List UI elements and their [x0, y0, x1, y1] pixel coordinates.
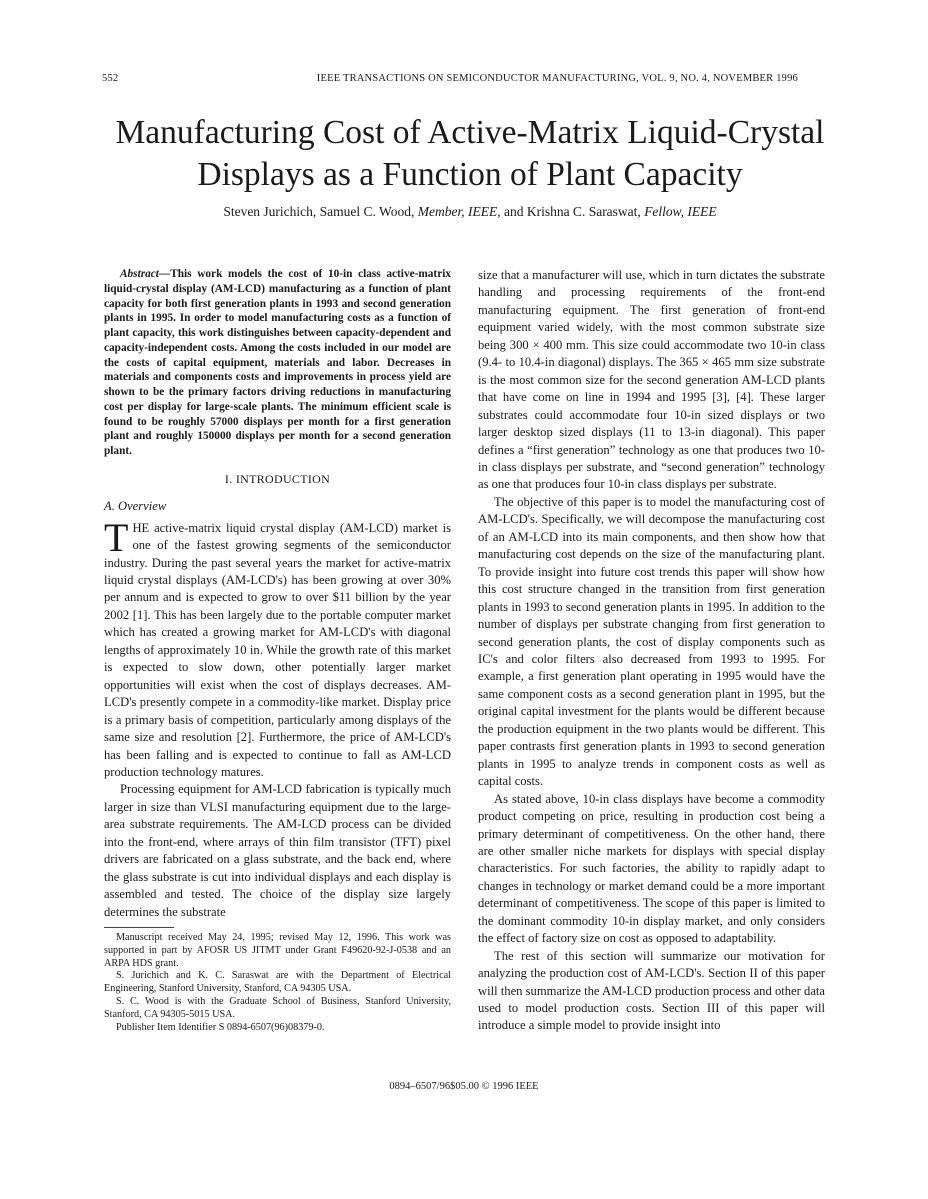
footnote-publisher-id: Publisher Item Identifier S 0894-6507(96)08379-0.: [116, 1021, 325, 1033]
section-heading: I. INTRODUCTION: [224, 471, 331, 486]
author-names-2: and Krishna C. Saraswat,: [503, 204, 641, 219]
author-role-2: Fellow, IEEE: [644, 204, 717, 219]
paper-title: Manufacturing Cost of Active-Matrix Liquid-Crystal Displays as a Function of Plant Capacity: [115, 114, 825, 193]
abstract-text: This work models the cost of 10-in class active-matrix liquid-crystal display (AM-LCD) manufacturing as a function of plant capacity for both first generation plants in 1993 and second generation plants in 1995. In order to model manufacturing costs as a function of plant capacity, this work distinguishes between capacity-dependent and capacity-independent costs. Among the costs included in our model are the costs of capital equipment, materials and labor. Decreases in materials and components costs and improvements in process yield are shown to be the primary factors driving reductions in manufacturing cost per display for large-scale plants. The minimum efficient scale is found to be roughly 57000 displays per month for a first generation plant and roughly 150000 displays per month for a second generation plant.: [104, 268, 451, 457]
intro-paragraph-2-continued: size that a manufacturer will use, which in turn dictates the substrate handling and processing requirements of the front-end manufacturing equipment. The first generation of front-end equipment varied widely, with the most common substrate size being 300 × 400 mm. This size could accommodate two 10-in class (9.4- to 10.4-in diagonal) displays. The 365 × 465 mm size substrate is the most common size for the second generation AM-LCD plants that have come on line in 1994 and 1995 [3], [4]. These larger substrates could accommodate four 10-in sized displays or two larger desktop sized displays (11 to 13-in diagonal). This paper defines a “first generation” technology as one that produces two 10-in class displays per substrate, and “second generation” technology as one that produces four 10-in class displays per substrate.: [478, 268, 825, 492]
author-role-1: Member, IEEE,: [417, 204, 501, 219]
intro-paragraph-3: The objective of this paper is to model the manufacturing cost of AM-LCD's. Specifically, we will decompose the manufacturing cost of an AM-LCD into its main components, and then show how that manufacturing cost depends on the size of the manufacturing plant. To provide insight into future cost trends this paper will show how this cost structure changed in the transition from first generation plants in 1993 to second generation plants in 1995. In addition to the number of displays per substrate changing from first generation to second generation plants, the cost of display components such as IC's and color filters also decreased from 1993 to 1995. For example, a first generation plant operating in 1995 would have the same component costs as a second generation plant in 1995, but the original capital investment for the plants would be different because the production equipment in the two plants would be different. This paper contrasts first generation plants in 1993 to second generation plants in 1995 to analyze trends in component costs as well as capital costs.: [478, 494, 825, 789]
running-header: IEEE TRANSACTIONS ON SEMICONDUCTOR MANUFACTURING, VOL. 9, NO. 4, NOVEMBER 1996: [316, 73, 798, 84]
intro-paragraph-4: As stated above, 10-in class displays have become a commodity product competing on price, resulting in production cost being a primary determinant of competitiveness. On the other hand, there are other smaller niche markets for displays with special display characteristics. For such factories, the ability to rapidly adapt to changes in technology or market demand could be a more important determinant of competitiveness. The scope of this paper is limited to the dominant commodity 10-in display market, and only considers the effect of factory size on cost as opposed to adaptability.: [478, 791, 825, 946]
subsection-heading: A. Overview: [104, 499, 167, 514]
intro-paragraph-1: [104, 514, 451, 782]
copyright-footer: 0894–6507/96$05.00 © 1996 IEEE: [389, 1081, 539, 1092]
abstract-lead: Abstract—: [120, 268, 171, 280]
right-column: [478, 267, 825, 1035]
intro-paragraph-2: Processing equipment for AM-LCD fabrication is typically much larger in size than VLSI manufacturing equipment due to the large-area substrate requirements. The AM-LCD process can be divided into the front-end, where arrays of thin film transistor (TFT) pixel drivers are fabricated on a glass substrate, and the back end, where the glass substrate is cut into individual displays and each display is assembled and tested. The choice of the display size largely determines the substrate: [104, 782, 451, 919]
author-names-1: Steven Jurichich, Samuel C. Wood,: [223, 204, 415, 219]
left-column: [104, 267, 451, 1034]
intro-paragraph-5: The rest of this section will summarize our motivation for analyzing the production cost of AM-LCD's. Section II of this paper will then summarize the AM-LCD production process and other data used to model production costs. Section III of this paper will introduce a simple model to provide insight into: [478, 948, 825, 1033]
footnote-affiliation-2: S. C. Wood is with the Graduate School of Business, Stanford University, Stanford, CA 94305-5015 USA.: [104, 996, 451, 1020]
abstract: [104, 267, 451, 459]
footnote-manuscript: Manuscript received May 24, 1995; revised May 12, 1996. This work was supported in part by AFOSR US JITMT under Grant F49620-92-J-0538 and an ARPA HDS grant.: [104, 932, 451, 969]
footnote-divider: [104, 927, 174, 928]
page-number: 552: [102, 73, 119, 84]
drop-cap: T: [104, 514, 129, 560]
footnote-affiliation-1: S. Jurichich and K. C. Saraswat are with the Department of Electrical Engineering, Stanford University, Stanford, CA 94305 USA.: [104, 970, 451, 995]
intro-paragraph-1-text: HE active-matrix liquid crystal display (AM-LCD) market is one of the fastest growing segments of the semiconductor industry. During the past several years the market for active-matrix liquid crystal displays (AM-LCD's) has been growing at over 30% per annum and is expected to grow to over $11 billion by the year 2002 [1]. This has been largely due to the portable computer market which has created a growing market for AM-LCD's with diagonal lengths of approximately 10 in. While the growth rate of this market is expected to slow down, other potentially larger market opportunities will exist when the cost of displays decreases. AM-LCD's presently compete in a commodity-like market. Display price is a primary basis of competition, particularly among displays of the same size and resolution [2]. Furthermore, the price of AM-LCD's has been falling and is expected to continue to fall as AM-LCD production technology matures.: [104, 520, 451, 779]
author-line: [70, 204, 870, 220]
